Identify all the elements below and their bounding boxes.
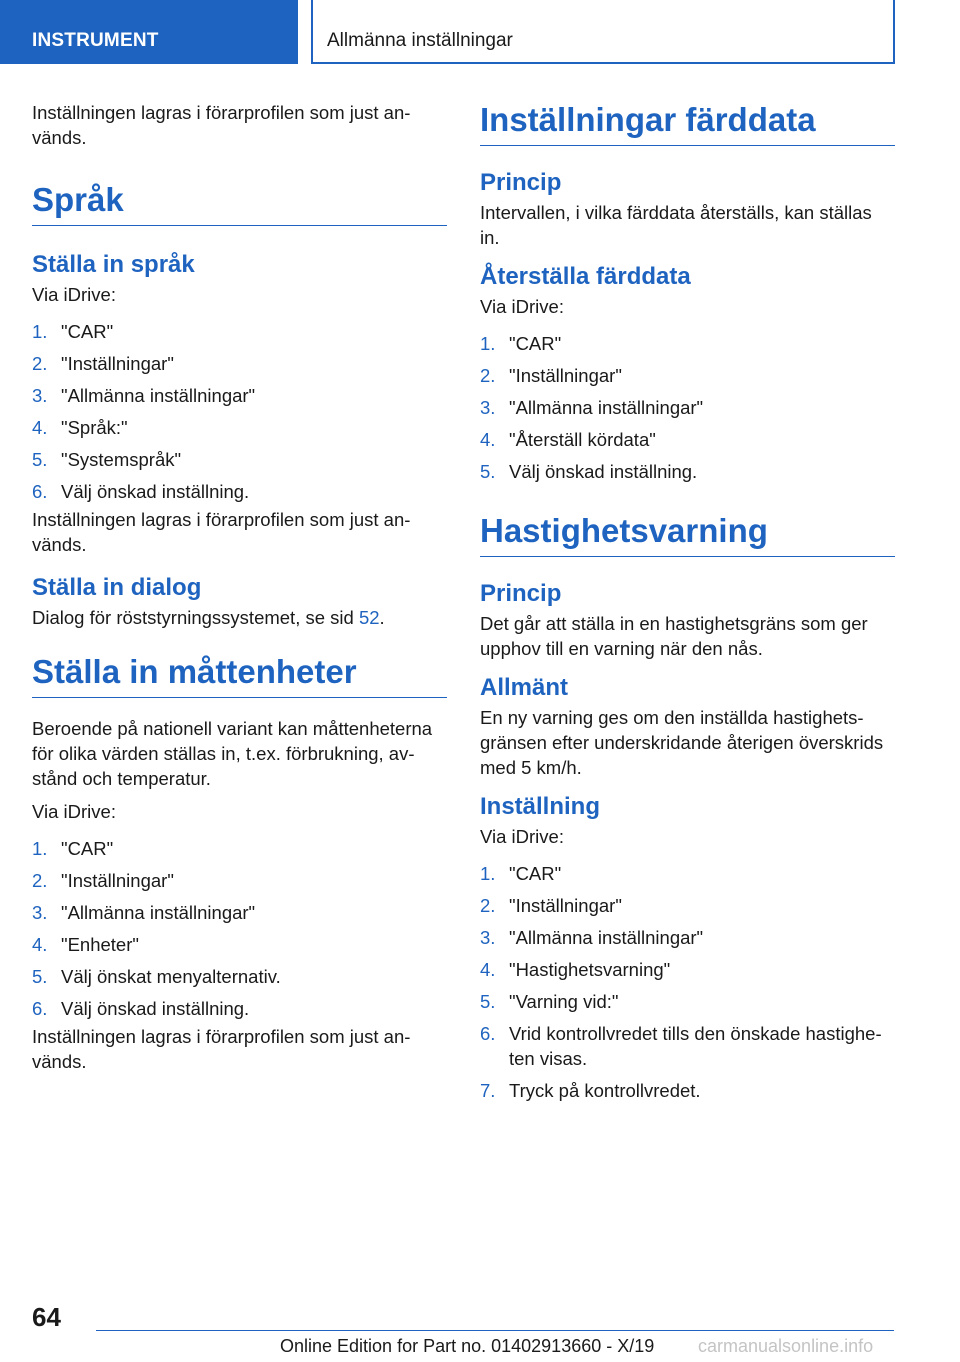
right-column xyxy=(480,100,895,1110)
list-item-text: "Hastighetsvarning" xyxy=(509,959,671,980)
via-idrive-text: Via iDrive: xyxy=(32,284,116,305)
list-item-text: "Inställningar" xyxy=(61,870,174,891)
list-item-text: "CAR" xyxy=(509,863,562,884)
list-item xyxy=(32,351,447,376)
dialog-text xyxy=(32,605,447,630)
sprak-steps-list xyxy=(32,319,447,504)
list-item xyxy=(480,395,895,420)
list-item xyxy=(480,363,895,388)
list-item-number: 3. xyxy=(32,902,48,923)
list-item-number: 5. xyxy=(32,966,48,987)
list-item-text: Vrid kontrollvredet tills den önskade hastighe- ten visas. xyxy=(509,1023,882,1069)
list-item-text: Välj önskad inställning. xyxy=(509,461,698,482)
speed-steps-list xyxy=(480,861,895,1103)
list-item xyxy=(32,447,447,472)
via-idrive-text: Via iDrive: xyxy=(480,826,564,847)
allmant-text: En ny varning ges om den inställda hastighets- gränsen efter underskridande återigen överskrids med 5 km/h. xyxy=(480,707,884,778)
header-chapter-tab xyxy=(311,0,895,64)
list-item xyxy=(32,996,447,1021)
list-item xyxy=(32,932,447,957)
list-item-text: "Språk:" xyxy=(61,417,128,438)
header-chapter-label: Allmänna inställningar xyxy=(327,30,513,51)
list-item-text: "Allmänna inställningar" xyxy=(61,385,256,406)
list-item-number: 2. xyxy=(480,895,496,916)
list-item-text: "Enheter" xyxy=(61,934,139,955)
heading-aterstalla-farddata: Återställa färddata xyxy=(480,263,691,290)
list-item-number: 3. xyxy=(480,927,496,948)
heading-princip: Princip xyxy=(480,169,562,196)
list-item xyxy=(32,836,447,861)
list-item-text: "Allmänna inställningar" xyxy=(509,927,704,948)
after-text: Inställningen lagras i förarprofilen som just an- vänds. xyxy=(32,1026,411,1072)
list-item-number: 3. xyxy=(32,385,48,406)
footer-divider xyxy=(96,1330,894,1331)
list-item-text: "Varning vid:" xyxy=(509,991,619,1012)
list-item-number: 5. xyxy=(480,991,496,1012)
heading-stalla-in-dialog: Ställa in dialog xyxy=(32,574,202,601)
list-item-number: 1. xyxy=(480,863,496,884)
list-item-number: 2. xyxy=(32,870,48,891)
list-item-text: Välj önskat menyalternativ. xyxy=(61,966,281,987)
page-number: 64 xyxy=(32,1302,61,1332)
list-item xyxy=(480,459,895,484)
list-item-number: 4. xyxy=(32,417,48,438)
dialog-text-body: Dialog för röststyrningssystemet, se sid xyxy=(32,607,359,628)
list-item-number: 6. xyxy=(32,998,48,1019)
list-item-number: 1. xyxy=(480,333,496,354)
heading-installningar-farddata: Inställningar färddata xyxy=(480,100,895,146)
dialog-text-end: . xyxy=(379,607,385,628)
header-section-tab xyxy=(0,0,298,64)
list-item xyxy=(32,415,447,440)
list-item-text: Tryck på kontrollvredet. xyxy=(509,1080,701,1101)
trip-steps-list xyxy=(480,331,895,484)
list-item-text: "Inställningar" xyxy=(509,895,622,916)
list-item-number: 5. xyxy=(32,449,48,470)
list-item-text: "Allmänna inställningar" xyxy=(509,397,704,418)
list-item xyxy=(480,893,895,918)
list-item-number: 6. xyxy=(32,481,48,502)
list-item-text: Välj önskad inställning. xyxy=(61,481,250,502)
heading-installning: Inställning xyxy=(480,793,600,820)
list-item-number: 4. xyxy=(480,959,496,980)
list-item-text: "CAR" xyxy=(61,321,114,342)
list-item xyxy=(480,925,895,950)
list-item-number: 4. xyxy=(480,429,496,450)
page-link[interactable]: 52 xyxy=(358,607,380,628)
heading-hastighetsvarning: Hastighetsvarning xyxy=(480,511,895,557)
units-steps-list xyxy=(32,836,447,1021)
list-item xyxy=(480,1078,895,1103)
list-item xyxy=(32,900,447,925)
via-idrive-text: Via iDrive: xyxy=(480,296,564,317)
list-item-number: 1. xyxy=(32,321,48,342)
heading-mattenheter: Ställa in måttenheter xyxy=(32,652,447,698)
watermark: carmanualsonline.info xyxy=(698,1336,874,1356)
list-item-text: "Inställningar" xyxy=(61,353,174,374)
list-item-text: "CAR" xyxy=(61,838,114,859)
list-item-number: 2. xyxy=(32,353,48,374)
princip-text: Intervallen, i vilka färddata återställs, kan ställas in. xyxy=(480,202,872,248)
intro-text: Inställningen lagras i förarprofilen som just an- vänds. xyxy=(32,102,411,148)
list-item-number: 7. xyxy=(480,1080,496,1101)
list-item xyxy=(32,319,447,344)
list-item xyxy=(480,331,895,356)
list-item-text: "Återställ kördata" xyxy=(509,429,656,450)
list-item-text: Välj önskad inställning. xyxy=(61,998,250,1019)
footer-edition: Online Edition for Part no. 01402913660 - X/19 xyxy=(280,1336,655,1356)
list-item xyxy=(32,383,447,408)
list-item-text: "Allmänna inställningar" xyxy=(61,902,256,923)
heading-stalla-in-sprak: Ställa in språk xyxy=(32,251,195,278)
list-item xyxy=(480,861,895,886)
after-text: Inställningen lagras i förarprofilen som just an- vänds. xyxy=(32,509,411,555)
list-item-number: 1. xyxy=(32,838,48,859)
list-item-number: 4. xyxy=(32,934,48,955)
heading-allmant: Allmänt xyxy=(480,674,569,701)
heading-princip: Princip xyxy=(480,580,562,607)
header-section-label: INSTRUMENT xyxy=(32,30,159,51)
list-item xyxy=(480,1021,895,1071)
list-item-text: "CAR" xyxy=(509,333,562,354)
list-item xyxy=(32,964,447,989)
left-column xyxy=(32,100,447,1074)
list-item-text: "Systemspråk" xyxy=(61,449,182,470)
list-item-number: 3. xyxy=(480,397,496,418)
list-item xyxy=(32,868,447,893)
list-item-number: 6. xyxy=(480,1023,496,1044)
heading-sprak: Språk xyxy=(32,180,447,226)
list-item xyxy=(480,989,895,1014)
list-item-number: 5. xyxy=(480,461,496,482)
units-intro-text: Beroende på nationell variant kan måttenheterna för olika värden ställas in, t.ex. förbrukning, av- stånd och temperatur. xyxy=(32,718,433,789)
list-item xyxy=(480,427,895,452)
via-idrive-text: Via iDrive: xyxy=(32,801,116,822)
list-item xyxy=(480,957,895,982)
list-item-number: 2. xyxy=(480,365,496,386)
list-item xyxy=(32,479,447,504)
list-item-text: "Inställningar" xyxy=(509,365,622,386)
speed-princip-text: Det går att ställa in en hastighetsgräns som ger upphov till en varning när den nås. xyxy=(480,613,868,659)
